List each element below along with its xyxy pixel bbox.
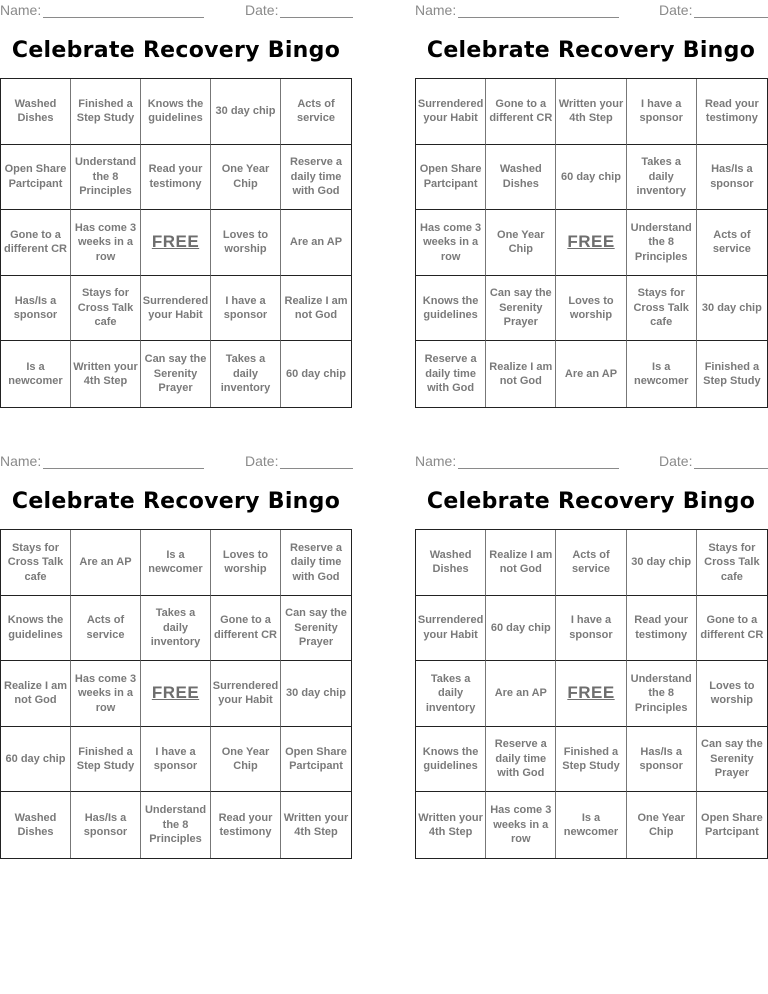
bingo-cell[interactable]: Is a newcomer [141,530,211,596]
bingo-cell[interactable]: Takes a daily inventory [141,596,211,662]
bingo-cell[interactable]: Has/Is a sponsor [627,727,697,793]
bingo-cell[interactable]: Washed Dishes [486,145,556,211]
bingo-cell[interactable]: Surrendered your Habit [211,661,281,727]
date-field[interactable] [280,17,353,18]
bingo-cell[interactable]: 60 day chip [1,727,71,793]
bingo-card-1 [0,0,400,440]
bingo-cell[interactable]: One Year Chip [211,727,281,793]
card-header [415,2,768,20]
bingo-cell[interactable]: Loves to worship [211,530,281,596]
bingo-cell[interactable]: Understand the 8 Principles [141,792,211,858]
bingo-cell[interactable]: Can say the Serenity Prayer [141,341,211,407]
name-field[interactable] [43,17,204,18]
bingo-cell[interactable]: Written your 4th Step [71,341,141,407]
bingo-cell[interactable]: Gone to a different CR [1,210,71,276]
bingo-cell[interactable]: Understand the 8 Principles [627,661,697,727]
bingo-cell[interactable]: I have a sponsor [556,596,626,662]
bingo-cell[interactable]: Open Share Partcipant [701,811,763,839]
name-label: Name: [0,453,42,469]
card-title: Celebrate Recovery Bingo [11,489,341,514]
bingo-cell[interactable]: Finished a Step Study [71,79,141,145]
bingo-cell[interactable]: Stays for Cross Talk cafe [1,530,71,596]
bingo-cell[interactable]: Washed Dishes [1,79,71,145]
bingo-grid [415,78,768,408]
bingo-cell[interactable]: Are an AP [71,530,141,596]
bingo-cell[interactable]: Takes a daily inventory [627,145,697,211]
bingo-cell[interactable]: Has come 3 weeks in a row [71,661,141,727]
bingo-cell[interactable]: 60 day chip [286,367,346,380]
name-field[interactable] [458,468,619,469]
bingo-cell[interactable]: Read your testimony [211,792,281,858]
bingo-cell[interactable]: Washed Dishes [416,530,486,596]
bingo-cell[interactable]: Knows the guidelines [141,79,211,145]
bingo-cell[interactable]: Acts of service [71,596,141,662]
name-label: Name: [415,453,457,469]
card-title: Celebrate Recovery Bingo [426,489,756,514]
bingo-cell[interactable]: Open Share Partcipant [416,145,486,211]
bingo-cell[interactable]: Has come 3 weeks in a row [71,210,141,276]
bingo-card-2 [415,0,768,440]
bingo-cell[interactable]: Finished a Step Study [703,360,761,388]
bingo-cell[interactable]: Loves to worship [697,661,767,727]
bingo-cell[interactable]: Is a newcomer [556,792,626,858]
bingo-cell[interactable]: Stays for Cross Talk cafe [697,530,767,596]
bingo-cell[interactable]: Has come 3 weeks in a row [416,210,486,276]
bingo-cell[interactable]: Read your testimony [697,79,767,145]
bingo-cell[interactable]: Acts of service [697,210,767,276]
bingo-cell[interactable]: One Year Chip [486,210,556,276]
date-label: Date: [659,453,693,469]
bingo-cell[interactable]: Written your 4th Step [556,79,626,145]
bingo-cell[interactable]: 30 day chip [697,276,767,342]
bingo-cell[interactable]: Open Share Partcipant [281,727,351,793]
name-label: Name: [0,2,42,18]
name-field[interactable] [458,17,619,18]
bingo-cell[interactable]: 60 day chip [486,596,556,662]
bingo-grid [0,78,352,408]
name-field[interactable] [43,468,204,469]
bingo-cell[interactable]: One Year Chip [211,145,281,211]
bingo-card-3 [0,451,400,891]
bingo-cell[interactable]: Acts of service [281,79,351,145]
bingo-cell[interactable]: Loves to worship [556,276,626,342]
bingo-cell[interactable]: Realize I am not God [486,341,556,407]
bingo-cell[interactable]: Reserve a daily time with God [486,727,556,793]
bingo-cell[interactable]: Has/Is a sponsor [71,792,141,858]
bingo-cell[interactable]: Loves to worship [211,210,281,276]
bingo-cell[interactable]: Has/Is a sponsor [697,145,767,211]
bingo-cell[interactable]: Surrendered your Habit [141,276,211,342]
bingo-cell[interactable]: Washed Dishes [1,792,71,858]
bingo-cell[interactable]: Has come 3 weeks in a row [486,792,556,858]
bingo-cell[interactable]: I have a sponsor [211,276,281,342]
bingo-cell[interactable]: Has/Is a sponsor [1,276,71,342]
bingo-cell[interactable]: Takes a daily inventory [416,661,486,727]
bingo-cell[interactable]: Gone to a different CR [211,596,281,662]
bingo-cell[interactable]: Read your testimony [141,145,211,211]
free-space[interactable]: FREE [141,210,211,276]
bingo-cell[interactable]: Reserve a daily time with God [281,145,351,211]
bingo-cell[interactable]: Are an AP [486,661,556,727]
bingo-cell[interactable]: Read your testimony [627,596,697,662]
bingo-card-4 [415,451,768,891]
bingo-cell[interactable]: Finished a Step Study [71,727,141,793]
bingo-cell[interactable]: Knows the guidelines [416,727,486,793]
name-label: Name: [415,2,457,18]
bingo-cell[interactable]: Are an AP [556,341,626,407]
bingo-cell[interactable]: Written your 4th Step [283,811,349,839]
bingo-cell[interactable]: 60 day chip [556,145,626,211]
date-label: Date: [245,453,279,469]
bingo-cell[interactable]: Finished a Step Study [556,727,626,793]
bingo-cell[interactable]: Understand the 8 Principles [627,210,697,276]
bingo-cell[interactable]: Can say the Serenity Prayer [486,276,556,342]
free-space[interactable]: FREE [556,210,626,276]
date-field[interactable] [280,468,353,469]
bingo-cell[interactable]: Takes a daily inventory [211,341,281,407]
bingo-cell[interactable]: Stays for Cross Talk cafe [627,276,697,342]
bingo-cell[interactable]: Open Share Partcipant [1,145,71,211]
bingo-cell[interactable]: Gone to a different CR [486,79,556,145]
bingo-cell[interactable]: Realize I am not God [281,276,351,342]
free-space[interactable]: FREE [556,661,626,727]
date-field[interactable] [694,17,768,18]
bingo-cell[interactable]: Stays for Cross Talk cafe [71,276,141,342]
card-header [0,453,360,471]
bingo-cell[interactable]: One Year Chip [627,792,697,858]
bingo-cell[interactable]: Is a newcomer [627,341,697,407]
date-field[interactable] [694,468,768,469]
bingo-cell[interactable]: 30 day chip [281,661,351,727]
bingo-cell[interactable]: Reserve a daily time with God [281,530,351,596]
free-space[interactable]: FREE [141,661,211,727]
bingo-cell[interactable]: Realize I am not God [486,530,556,596]
card-header [0,2,360,20]
bingo-cell[interactable]: Reserve a daily time with God [416,341,486,407]
date-label: Date: [659,2,693,18]
bingo-cell[interactable]: 30 day chip [211,79,281,145]
card-title: Celebrate Recovery Bingo [11,38,341,63]
bingo-cell[interactable]: Knows the guidelines [1,596,71,662]
bingo-cell[interactable]: Realize I am not God [1,661,71,727]
bingo-grid [0,529,352,859]
card-header [415,453,768,471]
bingo-cell[interactable]: Gone to a different CR [697,596,767,662]
bingo-cell[interactable]: Written your 4th Step [416,792,486,858]
bingo-cell[interactable]: Knows the guidelines [416,276,486,342]
bingo-cell[interactable]: I have a sponsor [141,727,211,793]
bingo-cell[interactable]: I have a sponsor [627,79,697,145]
bingo-cell[interactable]: Acts of service [556,530,626,596]
bingo-cell[interactable]: Are an AP [281,210,351,276]
date-label: Date: [245,2,279,18]
bingo-cell[interactable]: Surrendered your Habit [416,596,486,662]
bingo-grid [415,529,768,859]
bingo-cell[interactable]: Surrendered your Habit [416,79,486,145]
bingo-cell[interactable]: Understand the 8 Principles [71,145,141,211]
bingo-cell[interactable]: Can say the Serenity Prayer [697,727,767,793]
bingo-cell[interactable]: Is a newcomer [1,341,71,407]
bingo-cell[interactable]: 30 day chip [627,530,697,596]
card-title: Celebrate Recovery Bingo [426,38,756,63]
bingo-cell[interactable]: Can say the Serenity Prayer [281,596,351,662]
